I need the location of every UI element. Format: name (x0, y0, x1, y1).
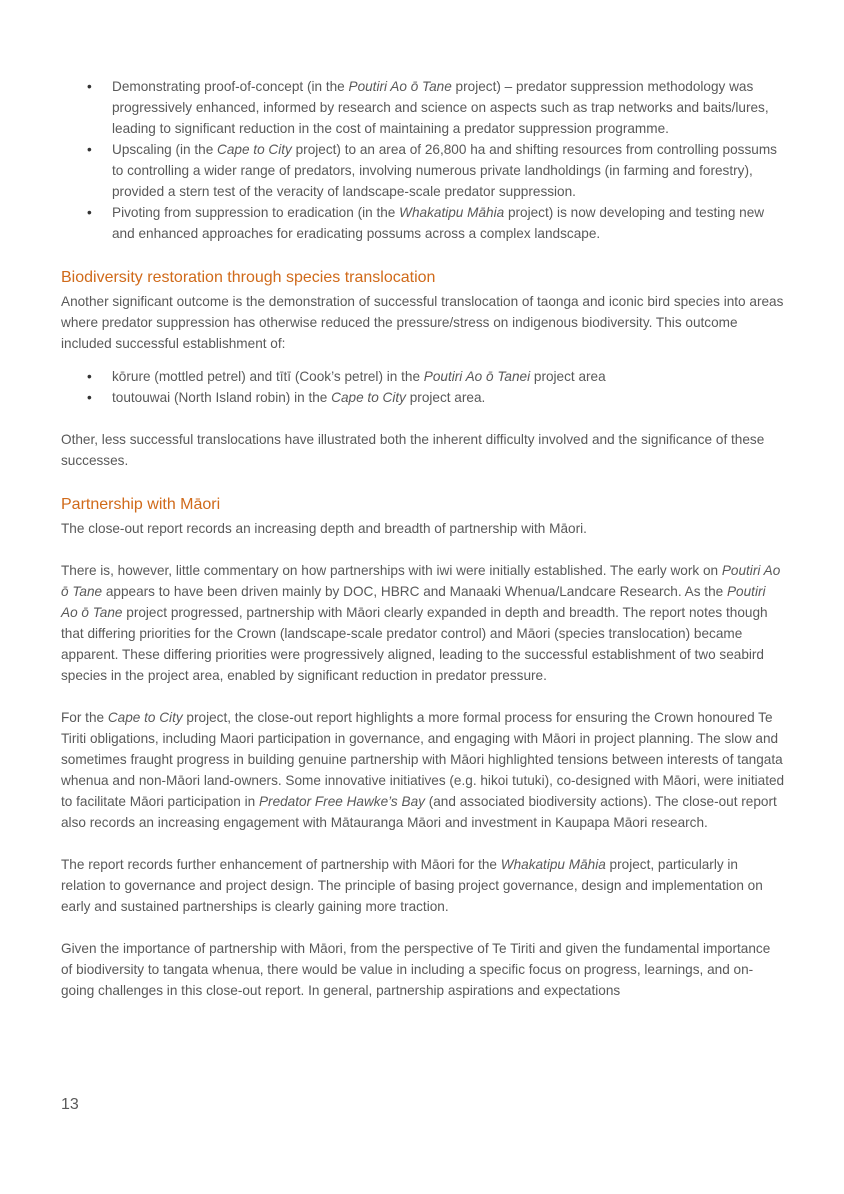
project-name: Poutiri Ao ō Tane (348, 79, 452, 94)
document-page (61, 76, 785, 1001)
project-name: Cape to City (217, 142, 292, 157)
partnership-paragraph-early: There is, however, little commentary on how partnerships with iwi were initially established. The early work on Poutiri Ao ō Tane appears to have been driven mainly by DOC, HBRC and Manaaki Whenua/Landcare Research. As the Poutiri Ao ō Tane project progressed, partnership with Māori clearly expanded in depth and breadth. The report notes though that differing priorities for the Crown (landscape-scale predator control) and Māori (species translocation) became apparent. These differing priorities were progressively aligned, leading to the successful establishment of two seabird species in the project area, enabled by significant reduction in predator pressure. (61, 563, 781, 683)
initiative-name: Predator Free Hawke’s Bay (258, 794, 425, 809)
project-name: Whakatipu Māhia (399, 205, 505, 220)
project-name: Poutiri Ao ō Tanei (423, 369, 531, 384)
list-item: • Upscaling (in the Cape to City project) to an area of 26,800 ha and shifting resources from controlling possums to controlling a wider range of predators, involving numerous private landholdings (in farming and forestry), provided a stern test of the veracity of landscape-scale predator suppression. (61, 139, 785, 202)
list-item: • kōrure (mottled petrel) and tītī (Cook’s petrel) in the Poutiri Ao ō Tanei project area (61, 366, 785, 387)
list-item: • Demonstrating proof-of-concept (in the Poutiri Ao ō Tane project) – predator suppression methodology was progressively enhanced, informed by research and science on aspects such as trap networks and baits/lures, leading to significant reduction in the cost of maintaining a predator suppression programme. (61, 76, 785, 139)
translocation-heading: Biodiversity restoration through species translocation (61, 269, 436, 286)
list-item: • toutouwai (North Island robin) in the Cape to City project area. (61, 387, 785, 408)
partnership-intro: The close-out report records an increasing depth and breadth of partnership with Māori. (61, 521, 587, 536)
partnership-paragraph-cape: For the Cape to City project, the close-out report highlights a more formal process for ensuring the Crown honoured Te Tiriti obligations, including Maori participation in governance, and engaging with Māori in project planning. The slow and sometimes fraught progress in building genuine partnership with Māori highlighted tensions between interests of tangata whenua and non-Māori land-owners. Some innovative initiatives (e.g. hikoi tutuki), co-designed with Māori, were initiated to facilitate Māori participation in Predator Free Hawke’s Bay (and associated biodiversity actions). The close-out report also records an increasing engagement with Mātauranga Māori and investment in Kaupapa Māori research. (61, 710, 785, 830)
translocation-closing: Other, less successful translocations have illustrated both the inherent difficulty involved and the significance of these successes. (61, 432, 765, 468)
page-number: 13 (61, 1096, 79, 1113)
partnership-paragraph-importance: Given the importance of partnership with Māori, from the perspective of Te Tiriti and given the fundamental importance of biodiversity to tangata whenua, there would be value in including a specific focus on progress, learnings, and on-going challenges in this close-out report. In general, partnership aspirations and expectations (61, 941, 771, 998)
project-name: Cape to City (107, 710, 183, 725)
intro-bullet-list (61, 76, 785, 244)
list-item: • Pivoting from suppression to eradication (in the Whakatipu Māhia project) is now developing and testing new and enhanced approaches for eradicating possums across a complex landscape. (61, 202, 785, 244)
project-name: Whakatipu Māhia (500, 857, 606, 872)
translocation-paragraph: Another significant outcome is the demonstration of successful translocation of taonga and iconic bird species into areas where predator suppression has otherwise reduced the pressure/stress on indigenous biodiversity. This outcome included successful establishment of: (61, 294, 784, 351)
project-name: Poutiri Ao ō Tane (61, 584, 766, 620)
partnership-heading: Partnership with Māori (61, 496, 221, 513)
project-name: Poutiri Ao ō Tane (61, 563, 781, 599)
translocation-bullet-list (61, 366, 785, 408)
project-name: Cape to City (331, 390, 406, 405)
partnership-paragraph-mahia: The report records further enhancement of partnership with Māori for the Whakatipu Māhia project, particularly in relation to governance and project design. The principle of basing project governance, design and implementation on early and sustained partnerships is clearly gaining more traction. (61, 857, 763, 914)
